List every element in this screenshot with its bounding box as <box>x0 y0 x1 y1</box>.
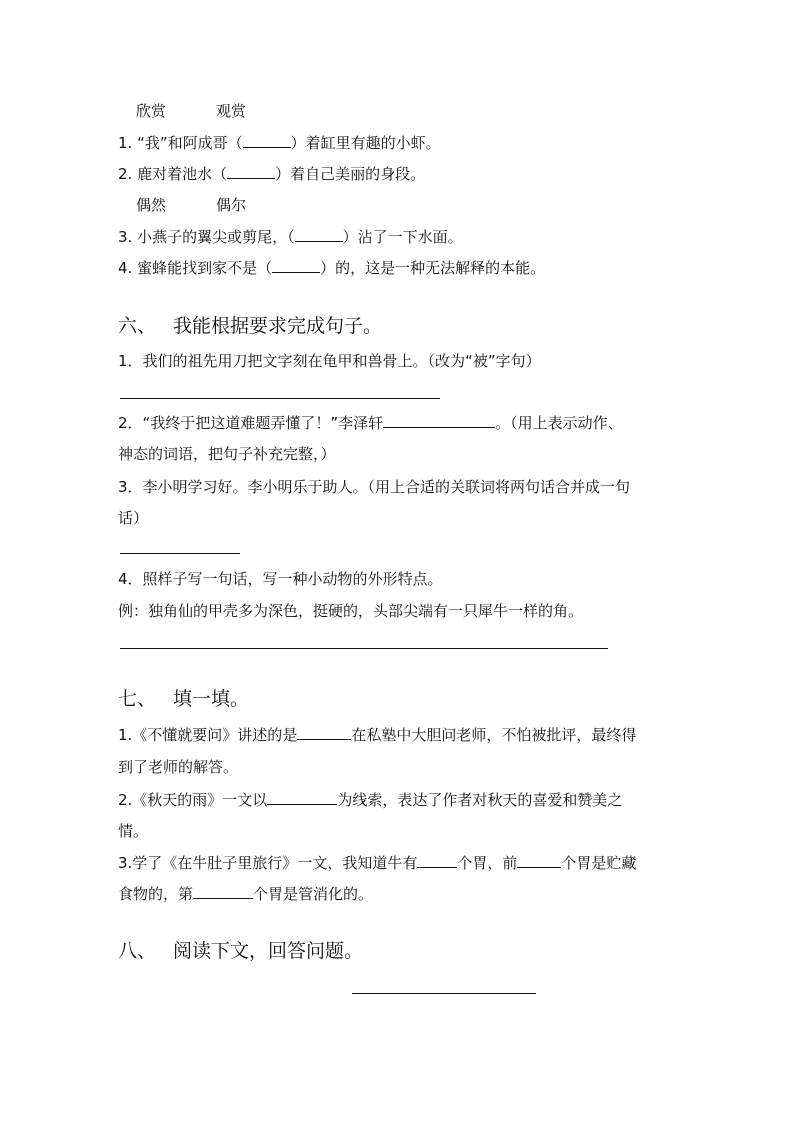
word-option: 观赏 <box>216 102 247 120</box>
question-6-3-cont: 话） <box>118 509 149 527</box>
question-6-3: 3．李小明学习好。李小明乐于助人。（用上合适的关联词将两句话合并成一句 <box>118 478 631 496</box>
question-text: 食物的，第 <box>118 885 194 903</box>
answer-blank[interactable] <box>383 412 495 428</box>
question-number: 2. <box>118 165 133 183</box>
section-number: 八、 <box>118 940 157 962</box>
question-5-1 <box>118 132 441 154</box>
answer-blank[interactable] <box>243 132 291 148</box>
answer-line[interactable] <box>120 398 440 399</box>
answer-line[interactable] <box>120 553 240 554</box>
question-text: ）沾了一下水面。 <box>342 228 463 246</box>
question-text: ）着缸里有趣的小虾。 <box>290 134 441 152</box>
question-text: 。（用上表示动作、 <box>495 414 623 432</box>
section-7-heading <box>118 686 249 712</box>
answer-blank[interactable] <box>417 852 457 868</box>
question-5-4 <box>118 257 545 279</box>
question-6-2 <box>118 412 623 434</box>
section-8-heading <box>118 938 363 964</box>
question-text: 小燕子的翼尖或剪尾，（ <box>137 228 295 246</box>
answer-blank[interactable] <box>297 724 351 740</box>
answer-blank[interactable] <box>272 257 320 273</box>
question-6-4: 4．照样子写一句话，写一种小动物的外形特点。 <box>118 570 443 588</box>
question-text: 个胃，前 <box>457 854 518 872</box>
word-choice-row-1 <box>136 100 296 122</box>
answer-blank[interactable] <box>227 163 275 179</box>
section-title: 我能根据要求完成句子。 <box>173 315 383 337</box>
question-6-1: 1．我们的祖先用刀把文字刻在龟甲和兽骨上。（改为“被”字句） <box>118 352 541 370</box>
question-7-2-cont: 情。 <box>118 822 149 840</box>
answer-blank[interactable] <box>295 226 343 242</box>
question-text: 为线索，表达了作者对秋天的喜爱和赞美之 <box>337 791 623 809</box>
question-text: 2．“我终于把这道难题弄懂了！”李泽轩 <box>118 414 384 432</box>
section-title: 阅读下文，回答问题。 <box>173 940 364 962</box>
question-text: 个胃是贮藏 <box>561 854 637 872</box>
question-5-3 <box>118 226 463 248</box>
section-6-heading <box>118 313 382 339</box>
question-7-2 <box>118 789 622 811</box>
example-sentence: 例：独角仙的甲壳多为深色，挺硬的，头部尖端有一只犀牛一样的角。 <box>118 602 584 620</box>
question-7-1 <box>118 724 636 746</box>
answer-blank[interactable] <box>267 789 337 805</box>
answer-blank[interactable] <box>517 852 561 868</box>
question-7-3-cont <box>118 883 373 905</box>
question-text: 个胃是管消化的。 <box>253 885 374 903</box>
question-text: 2.《秋天的雨》一文以 <box>118 791 268 809</box>
question-6-2-cont: 神态的词语，把句子补充完整，） <box>118 445 336 463</box>
section-number: 六、 <box>118 315 157 337</box>
word-option: 偶尔 <box>216 196 247 214</box>
question-text: “我”和阿成哥（ <box>137 134 243 152</box>
question-7-3 <box>118 852 636 874</box>
section-number: 七、 <box>118 688 157 710</box>
answer-line[interactable] <box>120 648 608 649</box>
word-option: 偶然 <box>136 196 167 214</box>
word-option: 欣赏 <box>136 102 167 120</box>
answer-blank[interactable] <box>193 883 253 899</box>
title-line <box>352 993 536 994</box>
question-number: 3. <box>118 228 133 246</box>
question-text: ）的，这是一种无法解释的本能。 <box>320 259 546 277</box>
question-text: 在私塾中大胆问老师，不怕被批评，最终得 <box>351 726 637 744</box>
question-5-2 <box>118 163 425 185</box>
question-number: 4. <box>118 259 133 277</box>
section-title: 填一填。 <box>173 688 250 710</box>
question-text: 蜜蜂能找到家不是（ <box>137 259 273 277</box>
question-text: 1.《不懂就要问》讲述的是 <box>118 726 298 744</box>
word-choice-row-2 <box>136 194 296 216</box>
question-text: 3.学了《在牛肚子里旅行》一文，我知道牛有 <box>118 854 418 872</box>
question-text: ）着自己美丽的身段。 <box>275 165 426 183</box>
question-number: 1. <box>118 134 133 152</box>
question-7-1-cont: 到了老师的解答。 <box>118 758 239 776</box>
question-text: 鹿对着池水（ <box>137 165 228 183</box>
